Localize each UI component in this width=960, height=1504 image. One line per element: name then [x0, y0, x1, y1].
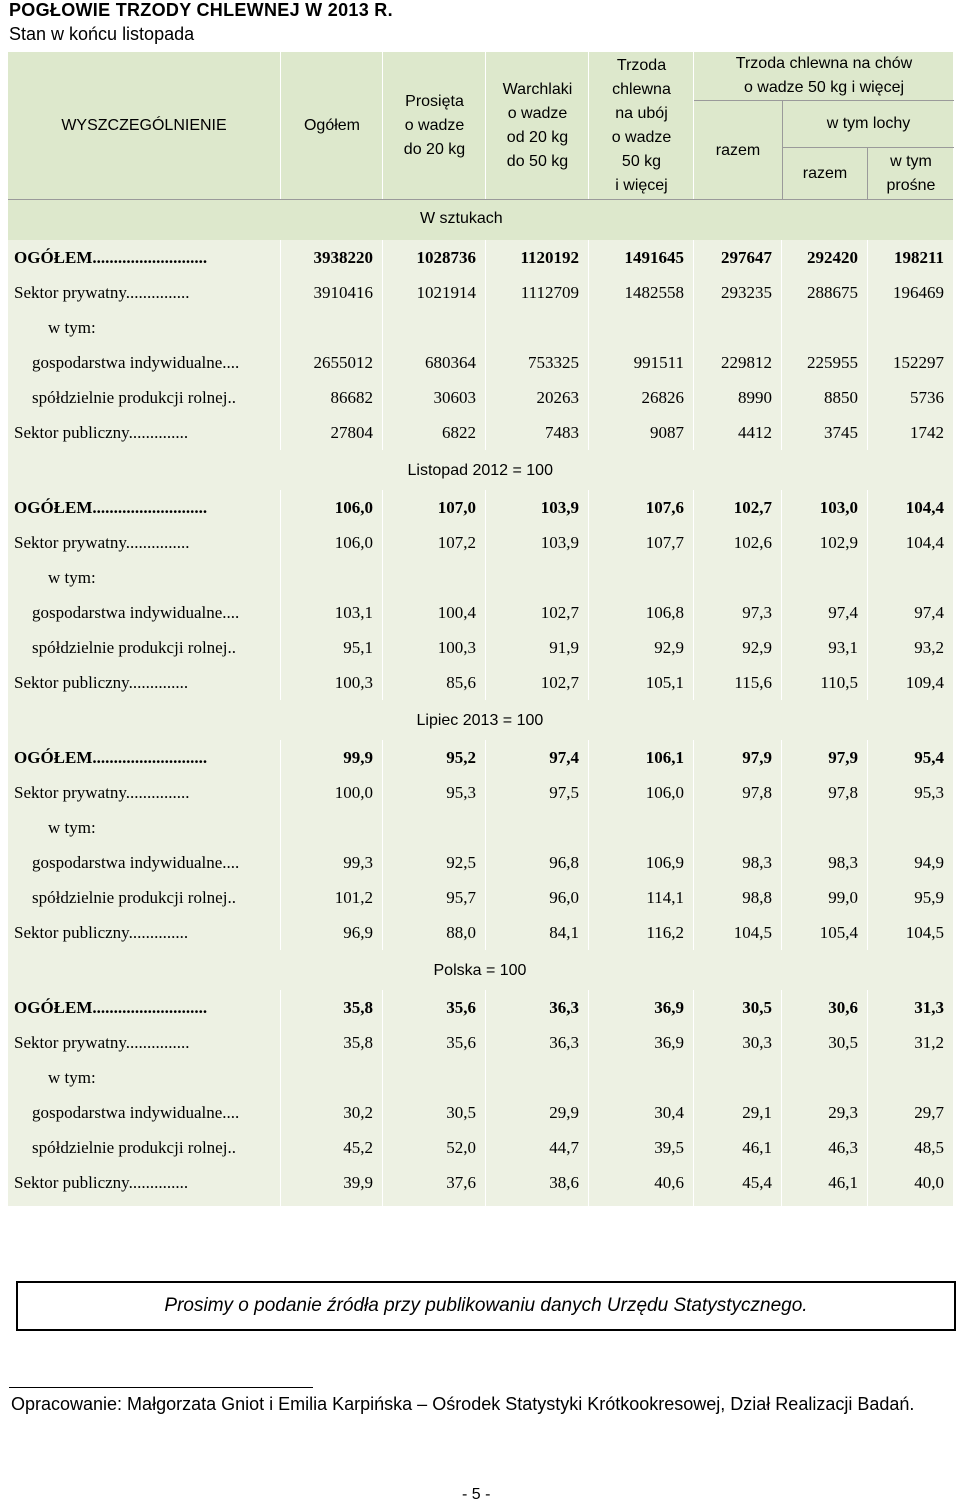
table-row: [8, 310, 953, 345]
row-label-text: w tym:: [48, 1068, 96, 1087]
cell-value: 102,7: [540, 673, 579, 692]
table-row: [8, 1060, 953, 1095]
cell-value: 106,1: [645, 748, 684, 767]
row-label-text: gospodarstwa indywidualne: [32, 1103, 223, 1122]
table-row: [8, 1130, 953, 1165]
header-line: i więcej: [615, 177, 668, 194]
cell-value: 3910416: [313, 283, 373, 302]
cell-value: 106,8: [645, 603, 684, 622]
row-label: [32, 888, 236, 908]
row-label-dots: ...............: [125, 283, 190, 302]
cell-value: 109,4: [905, 673, 944, 692]
cell-value: 105,4: [819, 923, 858, 942]
table-row: [8, 595, 953, 630]
header-trzoda-chow: [693, 52, 954, 200]
cell-value: 30,5: [742, 998, 772, 1017]
cell-value: 104,4: [905, 533, 944, 552]
cell-value: 30603: [433, 388, 476, 407]
table-body: [8, 240, 953, 1206]
header-line: o wadze: [404, 117, 465, 134]
row-label: [14, 1033, 190, 1053]
row-label: [32, 853, 239, 873]
table-row: [8, 380, 953, 415]
row-label-dots: ...............: [125, 1033, 190, 1052]
cell-value: 45,4: [742, 1173, 772, 1192]
cell-value: 99,0: [828, 888, 858, 907]
row-label-text: Sektor prywatny: [14, 533, 126, 552]
section-heading: [8, 450, 953, 490]
cell-value: 26826: [641, 388, 684, 407]
cell-value: 115,6: [734, 673, 772, 692]
cell-value: 97,5: [549, 783, 579, 802]
header-line: 50 kg: [621, 153, 662, 170]
header-razem: razem: [715, 141, 761, 159]
cell-value: 36,3: [549, 998, 579, 1017]
header-line: Warchlaki: [502, 81, 573, 98]
page-title: POGŁOWIE TRZODY CHLEWNEJ W 2013 R.: [9, 0, 393, 20]
table-row: [8, 1095, 953, 1130]
cell-value: 29,9: [549, 1103, 579, 1122]
table-row: [8, 560, 953, 595]
row-label-dots: ...........................: [92, 248, 208, 267]
row-label-text: spółdzielnie produkcji rolnej: [32, 888, 228, 907]
table-row: [8, 915, 953, 950]
row-label-text: gospodarstwa indywidualne: [32, 603, 223, 622]
row-label-dots: ....: [222, 603, 240, 622]
cell-value: 99,3: [343, 853, 373, 872]
cell-value: 36,3: [549, 1033, 579, 1052]
cell-value: 225955: [807, 353, 858, 372]
cell-value: 95,2: [446, 748, 476, 767]
row-label: [32, 353, 239, 373]
row-label: [14, 673, 188, 693]
cell-value: 100,3: [437, 638, 476, 657]
table-row: [8, 810, 953, 845]
row-label-text: Sektor publiczny: [14, 423, 129, 442]
table-header: [8, 52, 953, 200]
row-label-text: spółdzielnie produkcji rolnej: [32, 1138, 228, 1157]
cell-value: 37,6: [446, 1173, 476, 1192]
table-row: [8, 880, 953, 915]
row-label-dots: ...........................: [92, 748, 208, 767]
header-line: o wadze 50 kg i więcej: [743, 79, 905, 96]
row-label-dots: ..: [227, 888, 236, 907]
cell-value: 46,1: [828, 1173, 858, 1192]
header-line: do 50 kg: [506, 153, 569, 170]
units-label: W sztukach: [420, 210, 503, 227]
row-label: [14, 283, 190, 303]
row-label-dots: ....: [222, 853, 240, 872]
row-label-text: Sektor publiczny: [14, 673, 129, 692]
header-warchlaki: [485, 52, 589, 200]
cell-value: 1028736: [416, 248, 476, 267]
footer-credits: Opracowanie: Małgorzata Gniot i Emilia Karpińska – Ośrodek Statystyki Krótkookresowej, Dział Realizacji Badań.: [11, 1394, 915, 1414]
cell-value: 107,6: [645, 498, 684, 517]
cell-value: 95,9: [914, 888, 944, 907]
cell-value: 100,3: [334, 673, 373, 692]
cell-value: 100,4: [437, 603, 476, 622]
row-label: [14, 423, 188, 443]
cell-value: 29,7: [914, 1103, 944, 1122]
cell-value: 31,2: [914, 1033, 944, 1052]
cell-value: 92,9: [654, 638, 684, 657]
row-label: [14, 533, 190, 553]
row-label: [48, 1068, 96, 1088]
row-label-dots: ..............: [128, 673, 189, 692]
cell-value: 30,2: [343, 1103, 373, 1122]
cell-value: 48,5: [914, 1138, 944, 1157]
row-label-text: gospodarstwa indywidualne: [32, 853, 223, 872]
row-label-text: OGÓŁEM: [14, 998, 93, 1017]
row-label: [48, 318, 96, 338]
header-line: Trzoda chlewna na chów: [735, 55, 913, 72]
header-line: do 20 kg: [403, 141, 466, 158]
cell-value: 97,9: [828, 748, 858, 767]
cell-value: 93,1: [828, 638, 858, 657]
row-label-dots: ..............: [128, 1173, 189, 1192]
cell-value: 103,0: [819, 498, 858, 517]
cell-value: 2655012: [313, 353, 373, 372]
page-number: - 5 -: [462, 1486, 491, 1503]
table-row: [8, 775, 953, 810]
cell-value: 30,6: [828, 998, 858, 1017]
row-label: [14, 248, 207, 268]
cell-value: 198211: [893, 248, 944, 267]
cell-value: 8990: [738, 388, 772, 407]
cell-value: 116,2: [646, 923, 684, 942]
row-label-dots: ...............: [125, 533, 190, 552]
cell-value: 3938220: [313, 248, 373, 267]
cell-value: 106,0: [334, 498, 373, 517]
source-note: Prosimy o podanie źródła przy publikowaniu danych Urzędu Statystycznego.: [16, 1281, 956, 1331]
row-label-text: spółdzielnie produkcji rolnej: [32, 388, 228, 407]
cell-value: 106,0: [645, 783, 684, 802]
cell-value: 229812: [721, 353, 772, 372]
row-label-dots: ..: [227, 1138, 236, 1157]
table-row: [8, 525, 953, 560]
cell-value: 103,1: [334, 603, 373, 622]
row-label: [32, 638, 236, 658]
cell-value: 8850: [824, 388, 858, 407]
header-line: w tym: [890, 153, 932, 170]
row-label-dots: ...........................: [92, 998, 208, 1017]
table-row: [8, 630, 953, 665]
cell-value: 97,8: [742, 783, 772, 802]
cell-value: 35,6: [446, 1033, 476, 1052]
table-row: [8, 240, 953, 275]
cell-value: 97,3: [742, 603, 772, 622]
cell-value: 40,0: [914, 1173, 944, 1192]
header-trzoda-uboj: [588, 52, 694, 200]
table-row: [8, 345, 953, 380]
section-heading-label: Listopad 2012 = 100: [407, 462, 553, 479]
cell-value: 103,9: [540, 498, 579, 517]
row-label-text: Sektor publiczny: [14, 1173, 129, 1192]
section-heading-label: Polska = 100: [433, 962, 527, 979]
cell-value: 38,6: [549, 1173, 579, 1192]
row-label-dots: ..............: [128, 923, 189, 942]
row-label-text: w tym:: [48, 568, 96, 587]
table-row: [8, 845, 953, 880]
cell-value: 52,0: [446, 1138, 476, 1157]
cell-value: 95,3: [914, 783, 944, 802]
cell-value: 114,1: [646, 888, 684, 907]
row-label: [32, 1103, 239, 1123]
cell-value: 88,0: [446, 923, 476, 942]
cell-value: 293235: [721, 283, 772, 302]
header-line: od 20 kg: [506, 129, 569, 146]
table-row: [8, 665, 953, 700]
header-line: prośne: [886, 177, 936, 194]
table-row: [8, 415, 953, 450]
cell-value: 92,9: [742, 638, 772, 657]
cell-value: 105,1: [645, 673, 684, 692]
cell-value: 35,8: [343, 998, 373, 1017]
cell-value: 39,9: [343, 1173, 373, 1192]
cell-value: 292420: [807, 248, 858, 267]
cell-value: 95,1: [343, 638, 373, 657]
cell-value: 104,5: [733, 923, 772, 942]
cell-value: 152297: [893, 353, 944, 372]
row-label-text: Sektor prywatny: [14, 1033, 126, 1052]
row-label: [48, 568, 96, 588]
cell-value: 97,4: [549, 748, 579, 767]
cell-value: 100,0: [334, 783, 373, 802]
cell-value: 84,1: [549, 923, 579, 942]
cell-value: 753325: [528, 353, 579, 372]
row-label-dots: ....: [222, 1103, 240, 1122]
row-label-text: spółdzielnie produkcji rolnej: [32, 638, 228, 657]
header-line: o wadze: [507, 105, 568, 122]
header-line: chlewna: [612, 81, 671, 98]
cell-value: 39,5: [654, 1138, 684, 1157]
cell-value: 98,8: [742, 888, 772, 907]
cell-value: 106,0: [334, 533, 373, 552]
cell-value: 35,6: [446, 998, 476, 1017]
row-label-text: OGÓŁEM: [14, 248, 93, 267]
table-row: [8, 275, 953, 310]
row-label: [14, 498, 207, 518]
table-row: [8, 1165, 953, 1200]
header-lochy-razem: razem: [802, 165, 848, 182]
section-heading: [8, 700, 953, 740]
section-heading-label: Lipiec 2013 = 100: [416, 712, 544, 729]
footnote-rule: [9, 1387, 313, 1388]
table-row: [8, 1025, 953, 1060]
header-line: o wadze: [611, 129, 672, 146]
cell-value: 85,6: [446, 673, 476, 692]
header-line: Prosięta: [405, 93, 464, 110]
cell-value: 680364: [425, 353, 476, 372]
cell-value: 95,4: [914, 748, 944, 767]
cell-value: 5736: [910, 388, 944, 407]
cell-value: 1482558: [624, 283, 684, 302]
cell-value: 30,5: [446, 1103, 476, 1122]
cell-value: 46,1: [742, 1138, 772, 1157]
cell-value: 96,8: [549, 853, 579, 872]
row-label: [32, 603, 239, 623]
cell-value: 106,9: [645, 853, 684, 872]
cell-value: 94,9: [914, 853, 944, 872]
cell-value: 97,9: [742, 748, 772, 767]
header-group-title: [694, 52, 954, 100]
header-ogolem: Ogółem: [280, 52, 383, 200]
row-label-text: gospodarstwa indywidualne: [32, 353, 223, 372]
cell-value: 29,1: [742, 1103, 772, 1122]
header-wyszczegolnienie: WYSZCZEGÓLNIENIE: [61, 117, 227, 134]
cell-value: 107,7: [645, 533, 684, 552]
cell-value: 40,6: [654, 1173, 684, 1192]
cell-value: 97,4: [914, 603, 944, 622]
cell-value: 96,9: [343, 923, 373, 942]
cell-value: 98,3: [828, 853, 858, 872]
cell-value: 9087: [650, 423, 684, 442]
row-label-text: w tym:: [48, 818, 96, 837]
row-label-dots: ..............: [128, 423, 189, 442]
header-line: na ubój: [615, 105, 668, 122]
cell-value: 96,0: [549, 888, 579, 907]
row-label-text: OGÓŁEM: [14, 748, 93, 767]
cell-value: 1112709: [520, 283, 579, 302]
cell-value: 98,3: [742, 853, 772, 872]
row-label: [14, 1173, 188, 1193]
row-label-dots: ...............: [125, 783, 190, 802]
cell-value: 288675: [807, 283, 858, 302]
cell-value: 97,8: [828, 783, 858, 802]
row-label: [14, 923, 188, 943]
cell-value: 102,9: [819, 533, 858, 552]
row-label-dots: ....: [222, 353, 240, 372]
cell-value: 107,2: [437, 533, 476, 552]
cell-value: 297647: [721, 248, 772, 267]
cell-value: 991511: [633, 353, 684, 372]
cell-value: 104,4: [905, 498, 944, 517]
cell-value: 31,3: [914, 998, 944, 1017]
header-lochy: w tym lochy: [826, 115, 911, 132]
row-label-text: Sektor prywatny: [14, 783, 126, 802]
cell-value: 93,2: [914, 638, 944, 657]
cell-value: 7483: [545, 423, 579, 442]
cell-value: 46,3: [828, 1138, 858, 1157]
cell-value: 86682: [330, 388, 373, 407]
cell-value: 1491645: [624, 248, 684, 267]
cell-value: 110,5: [820, 673, 858, 692]
cell-value: 30,4: [654, 1103, 684, 1122]
table-row: [8, 740, 953, 775]
cell-value: 104,5: [905, 923, 944, 942]
section-heading: [8, 950, 953, 990]
row-label: [14, 783, 190, 803]
cell-value: 95,7: [446, 888, 476, 907]
row-label-text: w tym:: [48, 318, 96, 337]
cell-value: 95,3: [446, 783, 476, 802]
cell-value: 29,3: [828, 1103, 858, 1122]
header-line: Trzoda: [616, 57, 667, 74]
cell-value: 102,7: [540, 603, 579, 622]
row-label: [32, 1138, 236, 1158]
cell-value: 1742: [910, 423, 944, 442]
row-label: [14, 998, 207, 1018]
cell-value: 3745: [824, 423, 858, 442]
cell-value: 97,4: [828, 603, 858, 622]
cell-value: 196469: [893, 283, 944, 302]
cell-value: 99,9: [343, 748, 373, 767]
cell-value: 30,5: [828, 1033, 858, 1052]
row-label-text: Sektor publiczny: [14, 923, 129, 942]
table-row: [8, 990, 953, 1025]
cell-value: 102,7: [733, 498, 772, 517]
row-label-dots: ...........................: [92, 498, 208, 517]
cell-value: 45,2: [343, 1138, 373, 1157]
page-subtitle: Stan w końcu listopada: [9, 24, 195, 44]
row-label-text: OGÓŁEM: [14, 498, 93, 517]
cell-value: 92,5: [446, 853, 476, 872]
table-row: [8, 490, 953, 525]
cell-value: 91,9: [549, 638, 579, 657]
cell-value: 27804: [330, 423, 373, 442]
cell-value: 36,9: [654, 1033, 684, 1052]
cell-value: 35,8: [343, 1033, 373, 1052]
units-row: [8, 200, 953, 240]
cell-value: 1120192: [520, 248, 579, 267]
cell-value: 1021914: [416, 283, 476, 302]
cell-value: 101,2: [334, 888, 373, 907]
cell-value: 107,0: [437, 498, 476, 517]
cell-value: 103,9: [540, 533, 579, 552]
cell-value: 4412: [738, 423, 772, 442]
row-label: [48, 818, 96, 838]
cell-value: 36,9: [654, 998, 684, 1017]
row-label-dots: ..: [227, 388, 236, 407]
row-label: [32, 388, 236, 408]
cell-value: 30,3: [742, 1033, 772, 1052]
header-prosieta: [382, 52, 486, 200]
row-label-dots: ..: [227, 638, 236, 657]
header-prosne: [868, 148, 954, 200]
cell-value: 6822: [442, 423, 476, 442]
cell-value: 44,7: [549, 1138, 579, 1157]
cell-value: 102,6: [733, 533, 772, 552]
row-label-text: Sektor prywatny: [14, 283, 126, 302]
cell-value: 20263: [536, 388, 579, 407]
row-label: [14, 748, 207, 768]
